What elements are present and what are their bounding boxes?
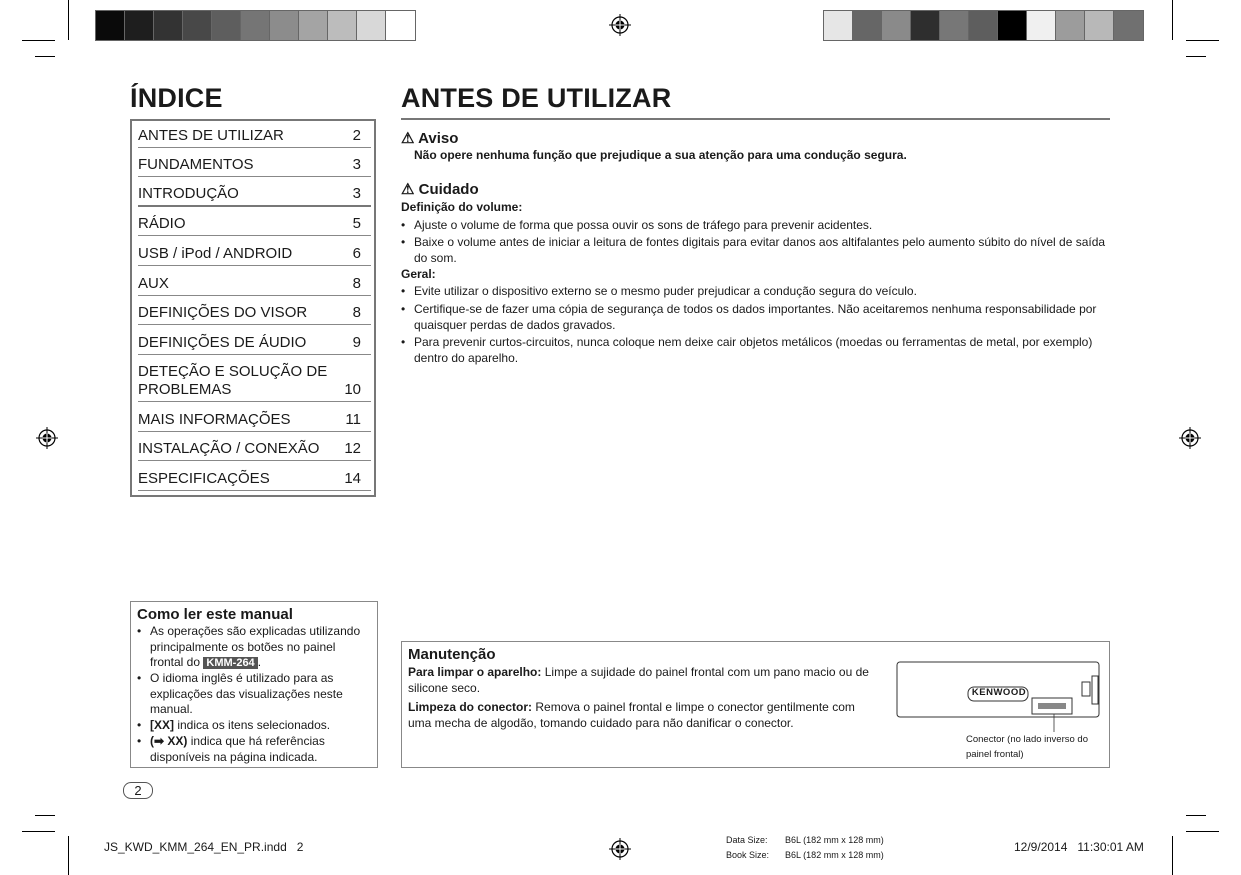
color-swatch xyxy=(241,11,270,40)
toc-item[interactable]: RÁDIO 5 xyxy=(138,207,371,236)
color-swatch xyxy=(969,11,998,40)
model-badge: KMM-264 xyxy=(203,657,257,669)
color-swatch xyxy=(386,11,415,40)
color-swatch xyxy=(212,11,241,40)
maintenance-connector: Limpeza do conector: Remova o painel frontal e limpe o conector gentilmente com uma mecha de algodão, tomando cuidado para não danificar o conector. xyxy=(408,700,855,730)
warning-icon: ⚠ xyxy=(401,181,415,198)
data-size-value: B6L (182 mm x 128 mm) xyxy=(785,835,884,845)
color-swatch xyxy=(125,11,154,40)
toc-item[interactable]: ANTES DE UTILIZAR 2 xyxy=(138,121,371,148)
how-to-read-box: Como ler este manual • As operações são explicadas utilizando principalmente os botões no painel frontal do KMM-264 . • O idioma inglês é utilizado para as explicações das visualizações neste manual. • [XX] indica os itens selecionados. • (➡ XX) indica que há referências disponíveis na página indicada. xyxy=(130,601,378,768)
registration-mark-top xyxy=(609,14,631,36)
toc-item[interactable]: DETEÇÃO E SOLUÇÃO DE PROBLEMAS 10 xyxy=(138,355,371,402)
toc-item[interactable]: AUX 8 xyxy=(138,266,371,296)
color-swatch xyxy=(96,11,125,40)
color-swatch xyxy=(998,11,1027,40)
color-swatch xyxy=(1056,11,1085,40)
toc-item[interactable]: ESPECIFICAÇÕES 14 xyxy=(138,461,371,491)
color-swatch xyxy=(299,11,328,40)
color-swatch xyxy=(154,11,183,40)
color-swatch xyxy=(1114,11,1143,40)
color-swatch xyxy=(183,11,212,40)
section-rule xyxy=(401,118,1110,120)
connector-caption: Conector (no lado inverso do painel frontal) xyxy=(966,734,1088,760)
toc-item[interactable]: DEFINIÇÕES DO VISOR 8 xyxy=(138,296,371,325)
table-of-contents xyxy=(130,119,376,497)
registration-mark-left xyxy=(36,427,58,449)
toc-item[interactable]: INSTALAÇÃO / CONEXÃO 12 xyxy=(138,432,371,461)
color-swatch xyxy=(853,11,882,40)
toc-item[interactable]: FUNDAMENTOS 3 xyxy=(138,147,371,177)
registration-mark-bottom xyxy=(609,838,631,860)
data-size-label: Data Size: xyxy=(726,835,768,845)
color-swatch xyxy=(357,11,386,40)
registration-mark-right xyxy=(1179,427,1201,449)
page-number: 2 xyxy=(123,782,153,799)
maintenance-box xyxy=(401,641,1110,768)
index-title: ÍNDICE xyxy=(130,83,223,113)
toc-item[interactable]: USB / iPod / ANDROID 6 xyxy=(138,236,371,266)
toc-item[interactable]: INTRODUÇÃO 3 xyxy=(138,176,371,207)
aviso-heading: ⚠ Aviso xyxy=(401,130,459,147)
toc-item[interactable]: DEFINIÇÕES DE ÁUDIO 9 xyxy=(138,325,371,355)
color-swatch xyxy=(1085,11,1114,40)
front-panel-illustration xyxy=(896,660,1106,740)
book-size-value: B6L (182 mm x 128 mm) xyxy=(785,850,884,860)
maintenance-title: Manutenção xyxy=(408,646,496,663)
how-to-read-title: Como ler este manual xyxy=(137,606,293,623)
maintenance-cleaning: Para limpar o aparelho: Limpe a sujidade do painel frontal com um pano macio ou de silicone seco. xyxy=(408,665,869,695)
toc-item[interactable]: MAIS INFORMAÇÕES 11 xyxy=(138,402,371,432)
color-swatch xyxy=(1027,11,1056,40)
color-swatch xyxy=(940,11,969,40)
color-swatch xyxy=(270,11,299,40)
color-swatch xyxy=(882,11,911,40)
subheading-volume: Definição do volume: xyxy=(401,200,523,214)
book-size-label: Book Size: xyxy=(726,850,770,860)
color-swatch xyxy=(824,11,853,40)
cuidado-heading: ⚠ Cuidado xyxy=(401,181,479,198)
warning-icon: ⚠ xyxy=(401,130,415,147)
footer-filename: JS_KWD_KMM_264_EN_PR.indd 2 xyxy=(104,840,304,854)
section-title: ANTES DE UTILIZAR xyxy=(401,83,672,113)
color-swatch xyxy=(328,11,357,40)
color-swatch xyxy=(911,11,940,40)
subheading-general: Geral: xyxy=(401,267,436,281)
footer-datetime: 12/9/2014 11:30:01 AM xyxy=(1014,840,1144,854)
brand-label: KENWOOD xyxy=(971,687,1027,698)
aviso-text: Não opere nenhuma função que prejudique a sua atenção para uma condução segura. xyxy=(414,148,907,162)
